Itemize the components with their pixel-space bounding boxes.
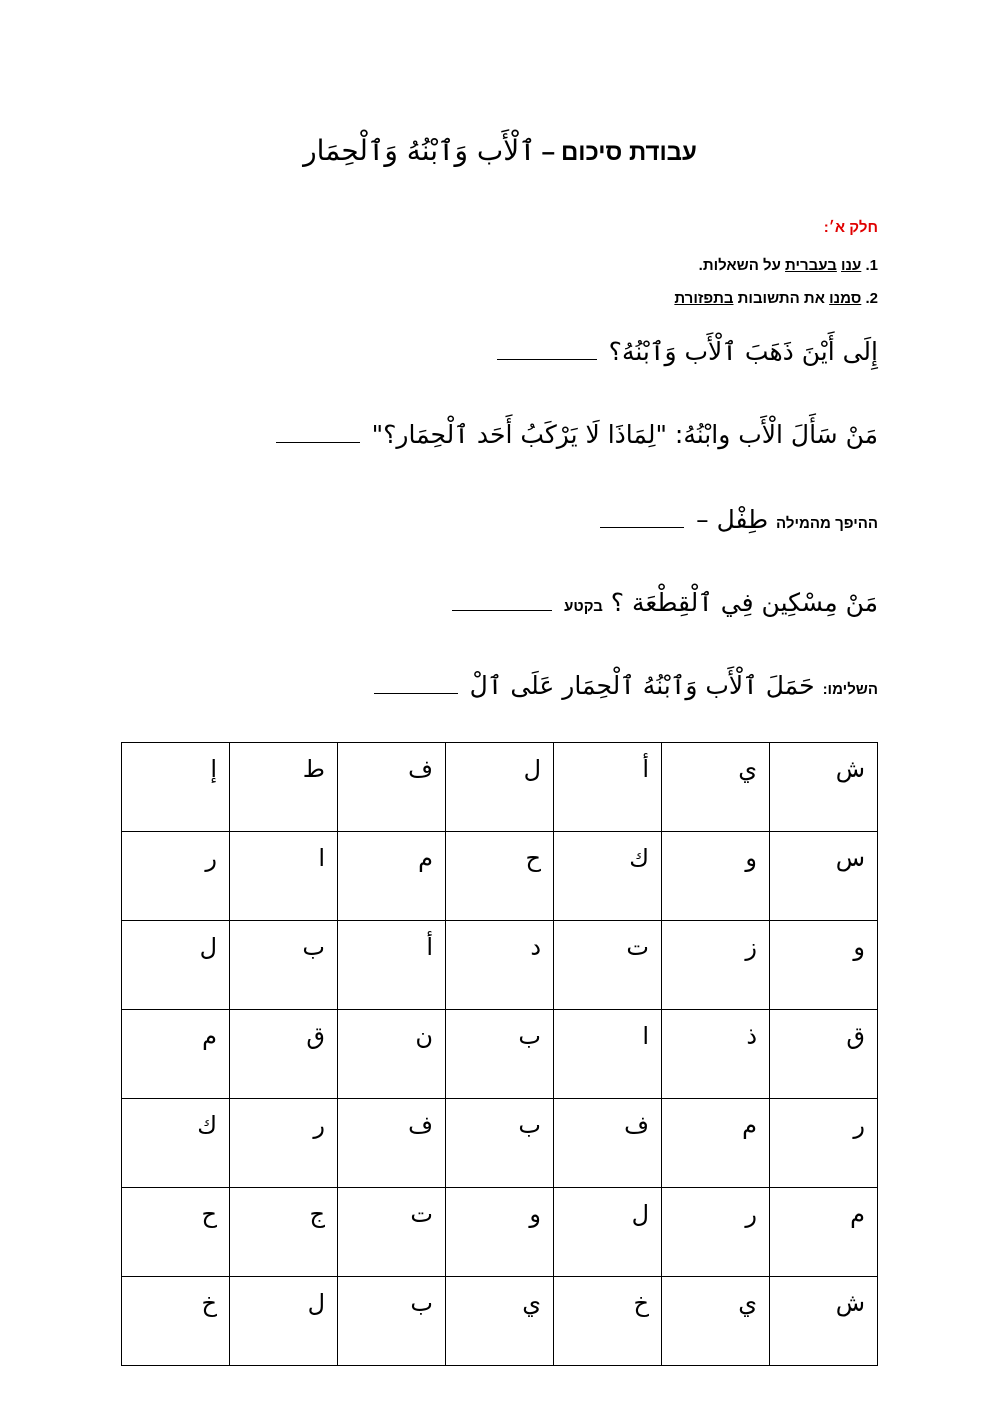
grid-cell[interactable]: ف bbox=[554, 1099, 662, 1188]
grid-cell[interactable]: خ bbox=[554, 1277, 662, 1366]
grid-cell[interactable]: ر bbox=[770, 1099, 878, 1188]
grid-cell[interactable]: ر bbox=[230, 1099, 338, 1188]
question-5-text: حَمَلَ ٱلْأَب وَٱبْنُهُ ٱلْحِمَار عَلَى ٱلْ bbox=[469, 671, 815, 700]
grid-cell[interactable]: ب bbox=[446, 1010, 554, 1099]
question-1-text: إِلَى أَيْنَ ذَهَبَ ٱلْأَب وَٱبْنُهُ؟ bbox=[608, 337, 878, 366]
grid-cell[interactable]: ح bbox=[446, 832, 554, 921]
grid-cell[interactable]: ق bbox=[770, 1010, 878, 1099]
question-2 bbox=[276, 420, 878, 449]
instruction-2-verb: סמנו bbox=[829, 290, 862, 307]
grid-cell[interactable]: ح bbox=[122, 1188, 230, 1277]
grid-cell[interactable]: أ bbox=[338, 921, 446, 1010]
grid-cell[interactable]: ج bbox=[230, 1188, 338, 1277]
grid-row bbox=[122, 743, 878, 832]
grid-cell[interactable]: ر bbox=[662, 1188, 770, 1277]
grid-cell[interactable]: ش bbox=[770, 743, 878, 832]
grid-cell[interactable]: ل bbox=[554, 1188, 662, 1277]
instruction-1-verb: ענו bbox=[841, 257, 862, 274]
grid-cell[interactable]: ك bbox=[554, 832, 662, 921]
question-2-text: مَنْ سَأَلَ الْأَب وابْنُهُ: "لِمَاذَا لَا يَرْكَبُ أَحَد ٱلْحِمَار؟" bbox=[371, 420, 878, 449]
grid-cell[interactable]: ي bbox=[446, 1277, 554, 1366]
question-5-hebrew: השלימו: bbox=[822, 681, 878, 698]
answer-blank-1[interactable] bbox=[497, 337, 597, 360]
grid-cell[interactable]: ت bbox=[338, 1188, 446, 1277]
question-3-hebrew: ההיפך מהמילה bbox=[776, 515, 878, 532]
instruction-2-middle: את התשובות bbox=[733, 290, 830, 307]
section-label: חלק א׳: bbox=[823, 219, 878, 236]
grid-cell[interactable]: ر bbox=[122, 832, 230, 921]
grid-cell[interactable]: د bbox=[446, 921, 554, 1010]
answer-blank-5[interactable] bbox=[374, 671, 458, 694]
grid-cell[interactable]: ب bbox=[446, 1099, 554, 1188]
instruction-1 bbox=[699, 257, 878, 274]
grid-cell[interactable]: أ bbox=[554, 743, 662, 832]
grid-cell[interactable]: ل bbox=[446, 743, 554, 832]
grid-cell[interactable]: ت bbox=[554, 921, 662, 1010]
grid-cell[interactable]: ي bbox=[662, 743, 770, 832]
question-3-word: طِفْل bbox=[716, 505, 769, 534]
grid-cell[interactable]: ا bbox=[230, 832, 338, 921]
grid-cell[interactable]: ط bbox=[230, 743, 338, 832]
grid-cell[interactable]: إ bbox=[122, 743, 230, 832]
answer-blank-2[interactable] bbox=[276, 420, 360, 443]
question-3-dash: – bbox=[696, 505, 709, 534]
grid-cell[interactable]: ب bbox=[338, 1277, 446, 1366]
page-title bbox=[0, 134, 1000, 167]
grid-cell[interactable]: ل bbox=[122, 921, 230, 1010]
title-hebrew: עבודת סיכום bbox=[560, 139, 697, 166]
grid-cell[interactable]: م bbox=[338, 832, 446, 921]
answer-blank-3[interactable] bbox=[600, 505, 684, 528]
instruction-2-target: בתפזורת bbox=[674, 290, 734, 307]
question-5 bbox=[374, 671, 878, 700]
grid-cell[interactable]: ب bbox=[230, 921, 338, 1010]
grid-cell[interactable]: ف bbox=[338, 1099, 446, 1188]
instruction-2-number: 2. bbox=[865, 290, 878, 307]
question-1 bbox=[497, 337, 878, 366]
grid-cell[interactable]: ن bbox=[338, 1010, 446, 1099]
instruction-1-rest: על השאלות. bbox=[698, 257, 786, 274]
instruction-1-language: בעברית bbox=[785, 257, 837, 274]
grid-cell[interactable]: م bbox=[122, 1010, 230, 1099]
instruction-2 bbox=[674, 290, 878, 307]
grid-cell[interactable]: ش bbox=[770, 1277, 878, 1366]
grid-cell[interactable]: ق bbox=[230, 1010, 338, 1099]
grid-cell[interactable]: خ bbox=[122, 1277, 230, 1366]
title-arabic: ٱلْأَب وَٱبْنُهُ وَٱلْحِمَار bbox=[303, 134, 536, 167]
title-dash: – bbox=[541, 139, 555, 166]
grid-row bbox=[122, 832, 878, 921]
grid-cell[interactable]: و bbox=[770, 921, 878, 1010]
question-4-text: مَنْ مِسْكِين فِي ٱلْقِطْعَة ؟ bbox=[610, 588, 878, 617]
grid-row bbox=[122, 1099, 878, 1188]
grid-cell[interactable]: م bbox=[770, 1188, 878, 1277]
grid-row bbox=[122, 1277, 878, 1366]
question-4-hebrew: בקטע bbox=[564, 598, 603, 615]
grid-cell[interactable]: ك bbox=[122, 1099, 230, 1188]
question-4 bbox=[452, 588, 878, 617]
grid-cell[interactable]: و bbox=[662, 832, 770, 921]
grid-cell[interactable]: ل bbox=[230, 1277, 338, 1366]
grid-cell[interactable]: م bbox=[662, 1099, 770, 1188]
grid-cell[interactable]: س bbox=[770, 832, 878, 921]
answer-blank-4[interactable] bbox=[452, 588, 552, 611]
question-3 bbox=[600, 505, 878, 534]
grid-cell[interactable]: ذ bbox=[662, 1010, 770, 1099]
grid-row bbox=[122, 921, 878, 1010]
grid-cell[interactable]: و bbox=[446, 1188, 554, 1277]
grid-cell[interactable]: ي bbox=[662, 1277, 770, 1366]
grid-row bbox=[122, 1010, 878, 1099]
word-search-grid bbox=[121, 742, 878, 1366]
grid-cell[interactable]: ا bbox=[554, 1010, 662, 1099]
instruction-1-number: 1. bbox=[865, 257, 878, 274]
grid-cell[interactable]: ز bbox=[662, 921, 770, 1010]
grid-row bbox=[122, 1188, 878, 1277]
grid-cell[interactable]: ف bbox=[338, 743, 446, 832]
